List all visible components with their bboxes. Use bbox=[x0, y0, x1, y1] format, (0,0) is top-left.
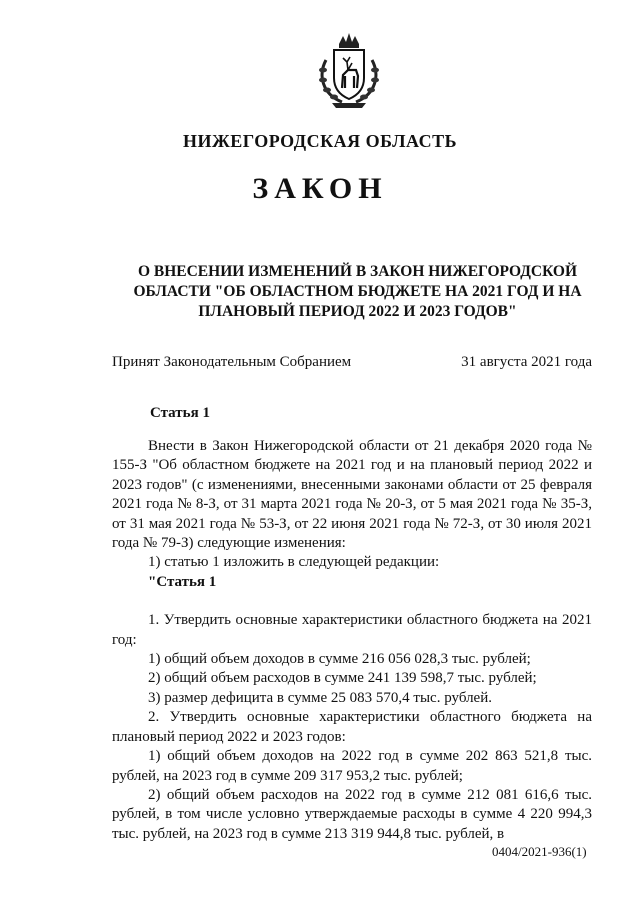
quoted-article-title: "Статья 1 bbox=[148, 573, 217, 590]
paragraph: 3) размер дефицита в сумме 25 083 570,4 тыс. рублей. bbox=[148, 689, 492, 706]
document-number: 0404/2021-936(1) bbox=[492, 844, 587, 859]
subject-line: О ВНЕСЕНИИ ИЗМЕНЕНИЙ В ЗАКОН НИЖЕГОРОДСКОЙ bbox=[137, 263, 578, 280]
coat-of-arms-icon bbox=[312, 30, 386, 110]
paragraph: 1. Утвердить основные характеристики областного бюджета на 2021 год: bbox=[112, 612, 592, 648]
paragraph: 1) общий объем доходов в сумме 216 056 028,3 тыс. рублей; bbox=[148, 651, 531, 668]
paragraph: 1) общий объем доходов на 2022 год в сумме 202 863 521,8 тыс. рублей, на 2023 год в сумме 209 317 953,2 тыс. рублей; bbox=[112, 748, 592, 784]
article-body bbox=[112, 437, 592, 844]
paragraph: Внести в Закон Нижегородской области от 21 декабря 2020 года № 155-З "Об областном бюджете на 2021 год и на плановый период 2022 и 2023 годов" (с изменениями, внесенными законами области от 25 февраля 2021 года № 8-З, от 31 марта 2021 года № 20-З, от 5 мая 2021 года № 35-З, от 31 мая 2021 года № 53-З, от 22 июня 2021 года № 72-З, от 30 июля 2021 года № 79-З) следующие изменения: bbox=[112, 438, 592, 552]
paragraph: 2) общий объем расходов на 2022 год в сумме 212 081 616,6 тыс. рублей, в том числе условно утверждаемые расходы в сумме 4 220 994,3 тыс. рублей, на 2023 год в сумме 213 319 944,8 тыс. рублей, в bbox=[112, 786, 592, 842]
law-subject-title bbox=[120, 262, 595, 322]
adoption-date: 31 августа 2021 года bbox=[461, 354, 592, 370]
article-title: Статья 1 bbox=[150, 405, 210, 421]
adopted-by-label: Принят Законодательным Собранием bbox=[112, 354, 352, 370]
subject-line: ОБЛАСТИ "ОБ ОБЛАСТНОМ БЮДЖЕТЕ НА 2021 ГОД И НА bbox=[133, 283, 582, 300]
document-type-title: ЗАКОН bbox=[252, 172, 388, 205]
paragraph: 1) статью 1 изложить в следующей редакции: bbox=[148, 554, 440, 571]
adoption-line bbox=[112, 354, 592, 371]
paragraph: 2. Утвердить основные характеристики областного бюджета на плановый период 2022 и 2023 годов: bbox=[112, 709, 592, 745]
region-title: НИЖЕГОРОДСКАЯ ОБЛАСТЬ bbox=[182, 131, 458, 151]
paragraph: 2) общий объем расходов в сумме 241 139 598,7 тыс. рублей; bbox=[148, 670, 537, 687]
subject-line: ПЛАНОВЫЙ ПЕРИОД 2022 И 2023 ГОДОВ" bbox=[198, 303, 517, 320]
